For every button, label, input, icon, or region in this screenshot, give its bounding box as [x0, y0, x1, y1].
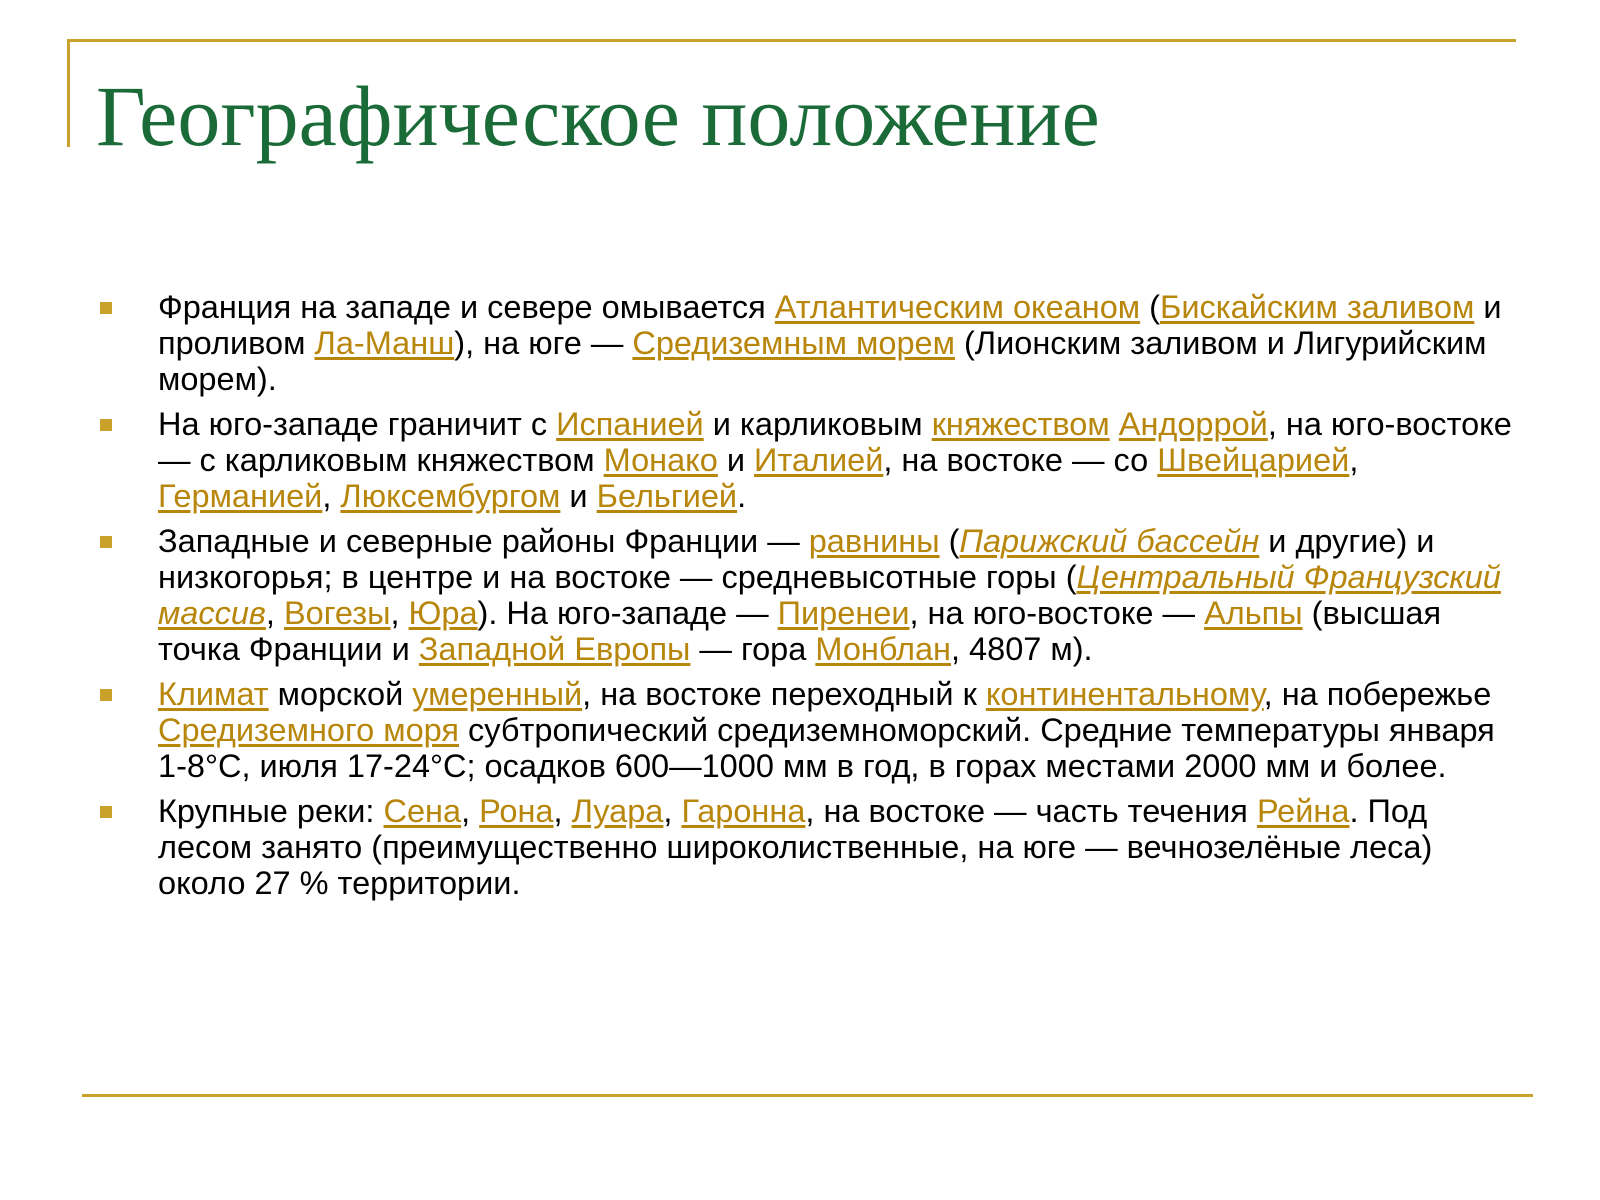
bottom-border-line	[82, 1094, 1533, 1097]
hyperlink[interactable]: Пиренеи	[777, 595, 910, 631]
bullet-text	[1110, 406, 1119, 442]
bullet-text: ,	[663, 793, 682, 829]
hyperlink[interactable]: Западной Европы	[418, 631, 691, 667]
bullet-text: и проливом	[158, 289, 1511, 361]
hyperlink[interactable]: континентальному	[985, 676, 1264, 712]
bullet-text: Западные и северные районы Франции —	[158, 523, 809, 559]
bullet-text: ,	[553, 793, 572, 829]
hyperlink[interactable]: Андоррой	[1118, 406, 1268, 442]
bullet-text: На юго-западе граничит с	[158, 406, 557, 442]
top-border-line	[67, 39, 1516, 42]
hyperlink[interactable]: равнины	[808, 523, 940, 559]
bullet-text: и	[717, 442, 755, 478]
hyperlink[interactable]: Юра	[408, 595, 478, 631]
bullet-text: ,	[461, 793, 480, 829]
hyperlink[interactable]: Бискайским заливом	[1160, 289, 1475, 325]
hyperlink[interactable]: Климат	[158, 676, 269, 712]
bullet-square-icon	[100, 806, 112, 818]
hyperlink[interactable]: княжеством	[931, 406, 1110, 442]
hyperlink[interactable]: Германией	[158, 478, 323, 514]
bullet-square-icon	[100, 689, 112, 701]
hyperlink[interactable]: Альпы	[1204, 595, 1303, 631]
bullet-list	[96, 289, 1526, 910]
bullet-text: Франция на западе и севере омывается	[158, 289, 775, 325]
hyperlink[interactable]: Швейцарией	[1157, 442, 1350, 478]
bullet-text: (	[939, 523, 960, 559]
bullet-text: ,	[265, 595, 284, 631]
hyperlink[interactable]: Атлантическим океаном	[774, 289, 1141, 325]
bullet-item	[96, 793, 1526, 901]
bullet-item	[96, 406, 1526, 514]
bullet-text: Крупные реки:	[158, 793, 384, 829]
hyperlink[interactable]: Парижский бассейн	[959, 523, 1260, 559]
hyperlink[interactable]: Средиземного моря	[158, 712, 459, 748]
bullet-item	[96, 523, 1526, 667]
bullet-text: , на востоке переходный к	[582, 676, 986, 712]
bullet-text: и другие) и низкогорья; в центре и на востоке — средневысотные горы (	[158, 523, 1444, 595]
bullet-text: (Лионским заливом и Лигурийским морем).	[158, 325, 1496, 397]
bullet-text: ,	[1349, 442, 1368, 478]
hyperlink[interactable]: Центральный Французский массив	[158, 559, 1501, 631]
bullet-text: , на юго-востоке —	[909, 595, 1205, 631]
bullet-text: , на юго-востоке — с карликовым княжеством	[158, 406, 1521, 478]
hyperlink[interactable]: Рейна	[1256, 793, 1350, 829]
bullet-text: , на побережье	[1263, 676, 1501, 712]
hyperlink[interactable]: Испанией	[556, 406, 704, 442]
bullet-text: .	[737, 478, 747, 514]
bullet-square-icon	[100, 536, 112, 548]
hyperlink[interactable]: Ла-Манш	[314, 325, 455, 361]
hyperlink[interactable]: Бельгией	[596, 478, 738, 514]
bullet-text: , 4807 м).	[950, 631, 1093, 667]
bullet-text: , на востоке — со	[883, 442, 1158, 478]
bullet-item	[96, 289, 1526, 397]
slide-title: Географическое положение	[96, 68, 1100, 164]
bullet-text: . Под лесом занято (преимущественно широколиственные, на юге — вечнозелёные леса) около 27 % территории.	[158, 793, 1442, 901]
bullet-text: ,	[390, 595, 409, 631]
bullet-text: , на востоке — часть течения	[805, 793, 1257, 829]
hyperlink[interactable]: Монако	[603, 442, 718, 478]
hyperlink[interactable]: умеренный	[412, 676, 583, 712]
hyperlink[interactable]: Луара	[571, 793, 664, 829]
hyperlink[interactable]: Средиземным морем	[632, 325, 955, 361]
bullet-text: и	[560, 478, 597, 514]
hyperlink[interactable]: Гаронна	[681, 793, 806, 829]
bullet-text: субтропический средиземноморский. Средние температуры января 1-8°С, июля 17-24°С; осадков 600—1000 мм в год, в горах местами 2000 мм и более.	[158, 712, 1504, 784]
left-border-line	[67, 39, 70, 147]
bullet-text: ,	[322, 478, 341, 514]
bullet-text: (высшая точка Франции и	[158, 595, 1451, 667]
bullet-text: (	[1140, 289, 1160, 325]
hyperlink[interactable]: Монблан	[815, 631, 951, 667]
hyperlink[interactable]: Рона	[479, 793, 554, 829]
bullet-square-icon	[100, 419, 112, 431]
hyperlink[interactable]: Вогезы	[283, 595, 391, 631]
bullet-square-icon	[100, 302, 112, 314]
bullet-item	[96, 676, 1526, 784]
hyperlink[interactable]: Люксембургом	[340, 478, 561, 514]
hyperlink[interactable]: Сена	[383, 793, 462, 829]
bullet-text: морской	[268, 676, 413, 712]
hyperlink[interactable]: Италией	[754, 442, 884, 478]
bullet-text: и карликовым	[703, 406, 932, 442]
bullet-text: — гора	[690, 631, 816, 667]
bullet-text: ). На юго-западе —	[477, 595, 778, 631]
bullet-text: ), на юге —	[454, 325, 633, 361]
